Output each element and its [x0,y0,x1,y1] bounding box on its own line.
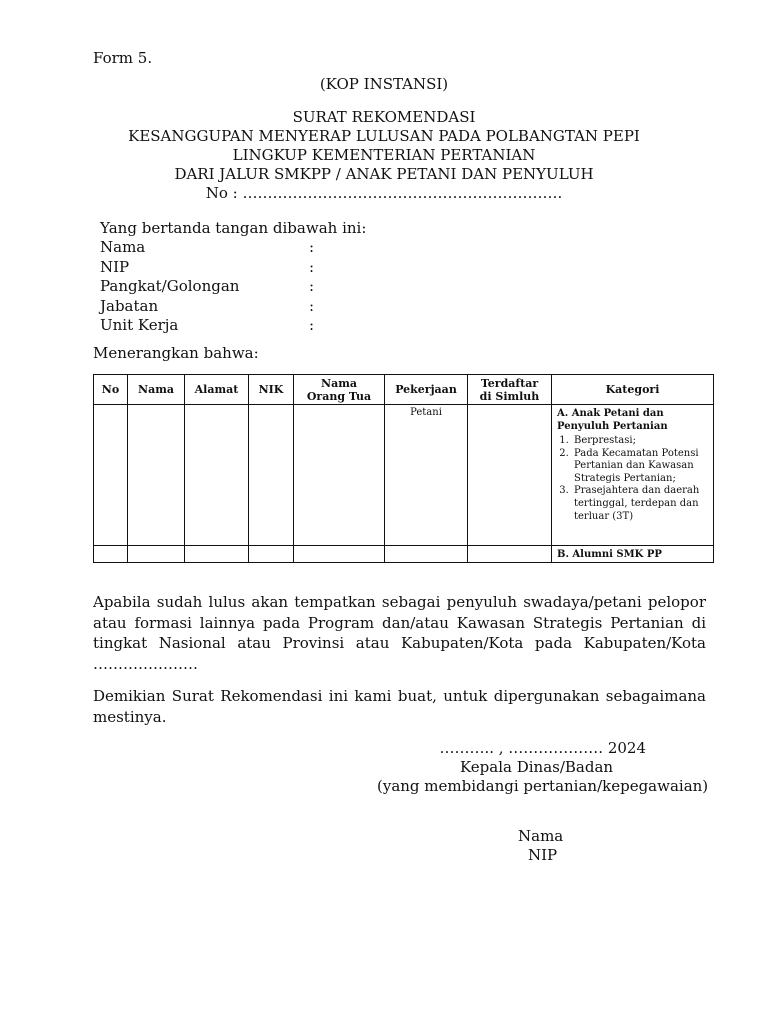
category-a-title: A. Anak Petani dan Penyuluh Pertanian [557,408,668,432]
menerangkan-text: Menerangkan bahwa: [93,344,259,362]
title-line-1: SURAT REKOMENDASI [292,108,476,126]
signature-position: Kepala Dinas/Badan [460,758,614,776]
cell-nama [128,546,185,563]
title-line-4: DARI JALUR SMKPP / ANAK PETANI DAN PENYULUH [174,165,594,183]
field-label-nama: Nama [100,238,146,256]
cell-kategori-a [552,405,714,546]
table-row [94,405,714,546]
field-colon: : [309,316,315,334]
cell-alamat [185,405,249,546]
student-table [93,374,714,563]
cell-nama-orang-tua [294,405,385,546]
cell-alamat [185,546,249,563]
cell-nama-orang-tua [294,546,385,563]
signature-position-note: (yang membidangi pertanian/kepegawaian) [377,777,709,795]
signature-nip: NIP [528,846,558,864]
category-a-item: 2. Pada Kecamatan Potensi Pertanian dan Kawasan Strategis Pertanian; [572,448,710,486]
cell-terdaftar [468,405,552,546]
field-colon: : [309,238,315,256]
field-label-jabatan: Jabatan [100,297,159,315]
header-nama-orang-tua: Nama Orang Tua [294,375,385,405]
category-a-item: 3. Prasejahtera dan daerah tertinggal, terdepan dan terluar (3T) [572,485,710,523]
category-a-item: 1. Berprestasi; [572,435,710,448]
paragraph-closing: Demikian Surat Rekomendasi ini kami buat, untuk dipergunakan sebagaimana mestinya. [93,687,706,726]
kop-instansi: (KOP INSTANSI) [319,75,449,93]
title-line-3: LINGKUP KEMENTERIAN PERTANIAN [232,146,536,164]
cell-no [94,546,128,563]
form-label: Form 5. [93,49,153,67]
field-label-unit-kerja: Unit Kerja [100,316,179,334]
cell-no [94,405,128,546]
field-colon: : [309,258,315,276]
cell-pekerjaan [385,546,468,563]
header-no: No [94,375,128,405]
header-pekerjaan: Pekerjaan [385,375,468,405]
cell-terdaftar [468,546,552,563]
field-colon: : [309,297,315,315]
paragraph-placement: Apabila sudah lulus akan tempatkan sebagai penyuluh swadaya/petani pelopor atau formasi lainnya pada Program dan/atau Kawasan Strategis Pertanian di tingkat Nasional atau Provinsi atau Kabupaten/Kota pada Kabupaten/Kota ………………… [93,593,706,673]
signature-name: Nama [518,827,564,845]
cell-nik [249,405,294,546]
field-colon: : [309,277,315,295]
table-header-row [94,375,714,405]
category-b-title: B. Alumni SMK PP [552,546,714,563]
cell-pekerjaan: Petani [385,405,468,546]
signature-date: ……….. , ………………. 2024 [439,739,646,757]
header-nama: Nama [128,375,185,405]
field-label-nip: NIP [100,258,130,276]
cell-nama [128,405,185,546]
intro-text: Yang bertanda tangan dibawah ini: [100,219,367,237]
field-label-pangkat: Pangkat/Golongan [100,277,240,295]
category-a-list [552,435,710,523]
header-nik: NIK [249,375,294,405]
letter-number: No : ………………………………………………………. [205,184,563,202]
header-alamat: Alamat [185,375,249,405]
header-kategori: Kategori [552,375,714,405]
title-line-2: KESANGGUPAN MENYERAP LULUSAN PADA POLBANGTAN PEPI [128,127,640,145]
header-terdaftar: Terdaftar di Simluh [468,375,552,405]
table-row [94,546,714,563]
cell-nik [249,546,294,563]
